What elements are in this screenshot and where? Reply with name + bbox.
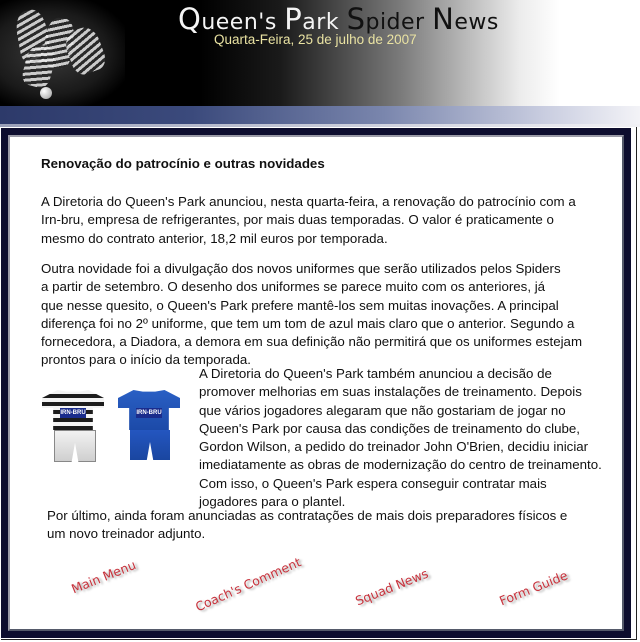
text-line: Irn-bru, empresa de refrigerantes, por mais duas temporadas. O valor é praticamente o xyxy=(41,212,554,228)
home-shorts xyxy=(54,430,96,462)
home-kit-icon xyxy=(40,380,110,470)
text-line: que nesse quesito, o Queen's Park prefere mantê-los sem muitas inovações. A principal xyxy=(41,297,559,313)
title-word-park: Park xyxy=(284,2,347,36)
article-headline: Renovação do patrocínio e outras novidades xyxy=(41,156,325,171)
text-line: Por último, ainda foram anunciadas as contratações de mais dois preparadores físicos e xyxy=(47,508,568,523)
nav-link-main-menu[interactable]: Main Menu xyxy=(69,557,138,597)
title-word-queens: Queen's xyxy=(178,2,285,36)
football-players-photo xyxy=(0,0,125,106)
page-header xyxy=(0,0,640,106)
header-divider-bar xyxy=(0,106,640,126)
nav-link-squad-news[interactable]: Squad News xyxy=(353,565,431,609)
text-line: imediatamente as obras de modernização do centro de treinamento. xyxy=(199,457,602,473)
site-title xyxy=(178,2,499,36)
away-shorts xyxy=(130,430,170,460)
header-date: Quarta-Feira, 25 de julho de 2007 xyxy=(214,32,417,47)
text-line: diferença foi no 2º uniforme, que tem um tom de azul mais claro que o anterior. Segundo a xyxy=(41,315,575,331)
article-paragraph-4 xyxy=(47,507,627,544)
article-paragraph-3 xyxy=(199,365,619,511)
nav-link-form-guide[interactable]: Form Guide xyxy=(497,567,570,609)
text-line: a partir de setembro. O desenho dos uniformes se parece muito com os anteriores, já xyxy=(41,279,546,295)
text-line: que vários jogadores alegaram que não gostariam de jogar no xyxy=(199,402,566,418)
home-sponsor-label: IRN-BRU xyxy=(60,410,86,416)
title-word-news: News xyxy=(432,2,499,36)
football-icon xyxy=(40,87,52,99)
text-line: Queen's Park por causa das condições de treinamento do clube, xyxy=(199,420,580,436)
text-line: Gordon Wilson, a pedido do treinador John O'Brien, decidiu iniciar xyxy=(199,439,589,455)
kits-image xyxy=(38,380,188,470)
text-line: um novo treinador adjunto. xyxy=(47,526,206,542)
text-line: jogadores para o plantel. xyxy=(199,494,346,510)
text-line: A Diretoria do Queen's Park anunciou, nesta quarta-feira, a renovação do patrocínio com a xyxy=(41,194,576,209)
article-paragraph-2 xyxy=(41,260,621,370)
away-kit-icon xyxy=(116,380,186,470)
text-line: fornecedora, a Diadora, a demora em sua definição não permitirá que os uniformes estejam xyxy=(41,334,583,350)
away-sponsor-label: IRN-BRU xyxy=(136,410,162,416)
text-line: Com isso, o Queen's Park espera conseguir contratar mais xyxy=(199,475,547,491)
text-line: Outra novidade foi a divulgação dos novos uniformes que serão utilizados pelos Spiders xyxy=(41,261,561,276)
nav-link-coachs-comment[interactable]: Coach's Comment xyxy=(192,554,304,615)
text-line: prontos para o início da temporada. xyxy=(41,352,251,368)
title-word-spider: Spider xyxy=(346,2,433,36)
text-line: A Diretoria do Queen's Park também anunciou a decisão de xyxy=(199,366,552,381)
article-paragraph-1 xyxy=(41,193,621,248)
text-line: mesmo do contrato anterior, 18,2 mil euros por temporada. xyxy=(41,230,388,246)
text-line: promover melhorias em suas instalações de treinamento. Depois xyxy=(199,384,582,400)
